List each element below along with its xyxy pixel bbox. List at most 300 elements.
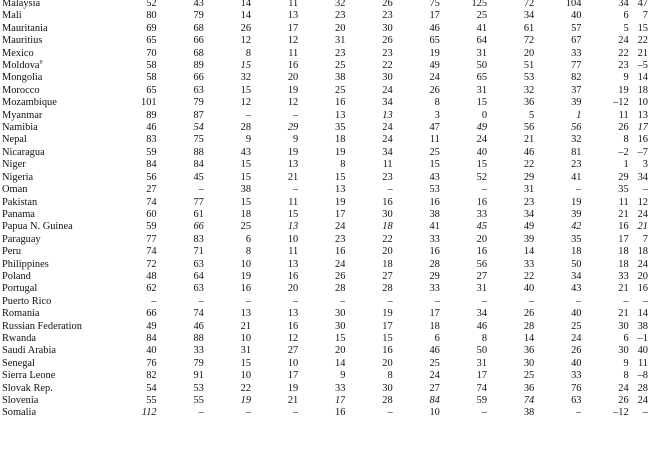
value-cell: 15: [240, 171, 252, 183]
table-row: [0, 35, 648, 47]
value-cell: 11: [429, 134, 440, 146]
value-cell: 60: [146, 208, 157, 220]
value-cell: –: [642, 295, 648, 307]
value-cell: 48: [146, 270, 157, 282]
value-cell: 22: [523, 159, 535, 171]
value-cell: 6: [245, 233, 252, 245]
value-cell: 72: [146, 258, 157, 270]
country-name-cell: Russian Federation: [2, 320, 82, 332]
value-cell: 12: [287, 97, 299, 109]
value-cell: 65: [146, 84, 157, 96]
value-cell: 15: [240, 196, 252, 208]
value-cell: 15: [240, 84, 252, 96]
value-cell: 32: [335, 0, 346, 9]
value-cell: 35: [571, 233, 582, 245]
value-cell: 55: [193, 395, 204, 406]
value-cell: –: [576, 295, 582, 307]
value-cell: 14: [523, 246, 535, 258]
value-cell: 68: [193, 47, 204, 59]
value-cell: 38: [429, 208, 440, 220]
value-cell: 76: [146, 357, 157, 369]
value-cell: 25: [335, 84, 346, 96]
value-cell: 41: [429, 221, 440, 233]
value-cell: 30: [382, 22, 393, 34]
value-cell: 63: [193, 84, 204, 96]
value-cell: 7: [642, 10, 648, 22]
value-cell: 3: [642, 159, 648, 171]
value-cell: 21: [523, 134, 535, 146]
value-cell: 15: [476, 97, 488, 109]
value-cell: 74: [146, 196, 157, 208]
value-cell: 24: [429, 370, 440, 382]
value-cell: 79: [193, 10, 204, 22]
value-cell: 22: [523, 270, 535, 282]
value-cell: 58: [146, 72, 157, 84]
country-name-cell: Peru: [2, 246, 22, 258]
value-cell: 20: [523, 47, 535, 59]
value-cell: 21: [637, 47, 648, 59]
value-cell: 20: [287, 72, 299, 84]
table-row: [0, 234, 648, 246]
value-cell: 6: [623, 10, 629, 22]
value-cell: 13: [335, 184, 346, 196]
table-row: [0, 407, 648, 419]
value-cell: 33: [429, 283, 440, 295]
value-cell: 20: [637, 270, 648, 282]
value-cell: 72: [523, 35, 535, 47]
value-cell: 41: [571, 171, 582, 183]
table-row: [0, 259, 648, 271]
value-cell: 22: [382, 233, 393, 245]
country-name-cell: Niger: [2, 159, 26, 171]
value-cell: 15: [240, 159, 252, 171]
value-cell: 38: [335, 72, 346, 84]
value-cell: 16: [287, 320, 299, 332]
value-cell: 5: [623, 22, 629, 34]
value-cell: 81: [571, 146, 582, 158]
value-cell: 61: [193, 208, 204, 220]
table-row: [0, 172, 648, 184]
value-cell: 10: [240, 258, 252, 270]
value-cell: 33: [523, 258, 535, 270]
value-cell: –: [245, 407, 252, 419]
country-name-cell: Senegal: [2, 357, 35, 369]
value-cell: –: [245, 109, 252, 121]
value-cell: 30: [618, 345, 629, 357]
value-cell: 8: [623, 370, 629, 382]
value-cell: 65: [429, 35, 440, 47]
value-cell: –12: [613, 407, 629, 419]
table-row: [0, 308, 648, 320]
value-cell: 31: [476, 47, 488, 59]
value-cell: 14: [240, 10, 252, 22]
value-cell: 20: [335, 345, 346, 357]
value-cell: 19: [240, 270, 252, 282]
value-cell: 76: [571, 382, 582, 394]
value-cell: 25: [240, 221, 252, 233]
table-row: [0, 395, 648, 407]
value-cell: 40: [523, 283, 535, 295]
value-cell: 88: [193, 146, 204, 158]
value-cell: 43: [193, 0, 204, 9]
value-cell: 0: [481, 109, 488, 121]
value-cell: 54: [146, 382, 157, 394]
value-cell: –: [576, 184, 582, 196]
table-row: [0, 296, 648, 308]
value-cell: 89: [193, 60, 204, 72]
value-cell: 63: [193, 258, 204, 270]
value-cell: 84: [146, 332, 157, 344]
value-cell: 22: [240, 382, 252, 394]
value-cell: 19: [618, 84, 629, 96]
value-cell: 46: [146, 122, 157, 134]
value-cell: 19: [287, 84, 299, 96]
country-name-cell: Slovak Rep.: [2, 382, 53, 394]
value-cell: 19: [382, 308, 393, 320]
country-name-cell: Slovenia: [2, 395, 39, 406]
country-name-cell: Mozambique: [2, 97, 57, 109]
value-cell: 17: [287, 370, 299, 382]
value-cell: 69: [146, 22, 157, 34]
value-cell: 59: [146, 221, 157, 233]
value-cell: 58: [146, 60, 157, 72]
table-row: [0, 345, 648, 357]
value-cell: 12: [287, 35, 299, 47]
value-cell: 12: [240, 35, 252, 47]
value-cell: 38: [240, 184, 252, 196]
value-cell: 18: [637, 246, 648, 258]
value-cell: 47: [637, 0, 648, 9]
value-cell: 74: [193, 308, 204, 320]
value-cell: 24: [476, 134, 488, 146]
value-cell: 88: [193, 332, 204, 344]
value-cell: 11: [288, 246, 299, 258]
country-name-cell: Romania: [2, 308, 40, 320]
value-cell: 15: [240, 357, 252, 369]
value-cell: 14: [637, 72, 648, 84]
table-row: [0, 283, 648, 295]
value-cell: 34: [523, 208, 535, 220]
value-cell: 26: [335, 270, 346, 282]
value-cell: 10: [287, 233, 299, 245]
table-row: [0, 0, 648, 10]
value-cell: 13: [287, 10, 299, 22]
value-cell: 16: [429, 246, 440, 258]
value-cell: 50: [476, 60, 488, 72]
value-cell: 19: [335, 196, 346, 208]
value-cell: 1: [623, 159, 629, 171]
value-cell: 29: [523, 171, 535, 183]
value-cell: 39: [571, 208, 582, 220]
value-cell: 33: [476, 208, 488, 220]
value-cell: 20: [382, 246, 393, 258]
value-cell: 71: [193, 246, 204, 258]
value-cell: 10: [637, 97, 648, 109]
value-cell: 56: [146, 171, 157, 183]
value-cell: 16: [240, 283, 252, 295]
value-cell: 8: [245, 246, 252, 258]
value-cell: 24: [637, 395, 648, 406]
value-cell: –1: [637, 332, 648, 344]
value-cell: 68: [193, 22, 204, 34]
value-cell: 24: [637, 258, 648, 270]
value-cell: 23: [335, 47, 346, 59]
value-cell: 21: [287, 395, 299, 406]
country-name: Moldova: [2, 60, 40, 72]
value-cell: 16: [382, 345, 393, 357]
value-cell: 82: [571, 72, 582, 84]
value-cell: 87: [193, 109, 204, 121]
value-cell: 16: [637, 283, 648, 295]
value-cell: 15: [335, 171, 346, 183]
value-cell: 15: [382, 332, 393, 344]
value-cell: 55: [146, 395, 157, 406]
value-cell: 9: [340, 370, 346, 382]
value-cell: –: [642, 407, 648, 419]
value-cell: –: [293, 184, 299, 196]
value-cell: 11: [618, 196, 629, 208]
value-cell: 25: [571, 320, 582, 332]
value-cell: 24: [382, 122, 393, 134]
value-cell: 28: [335, 283, 346, 295]
country-name-cell: Portugal: [2, 283, 38, 295]
country-name-cell: Nicaragua: [2, 146, 45, 158]
value-cell: 9: [623, 72, 629, 84]
value-cell: 84: [193, 159, 204, 171]
value-cell: 10: [240, 332, 252, 344]
table-row: [0, 159, 648, 171]
value-cell: 16: [618, 221, 629, 233]
value-cell: 9: [293, 134, 299, 146]
country-name-cell: Malaysia: [2, 0, 41, 9]
value-cell: 65: [476, 72, 488, 84]
value-cell: 22: [382, 60, 393, 72]
value-cell: 29: [429, 270, 440, 282]
value-cell: 83: [193, 233, 204, 245]
value-cell: –: [198, 295, 204, 307]
value-cell: 35: [335, 122, 346, 134]
country-name-cell: Panama: [2, 208, 35, 220]
value-cell: 11: [288, 47, 299, 59]
value-cell: 15: [287, 208, 299, 220]
table-row: [0, 184, 648, 196]
value-cell: 32: [571, 134, 582, 146]
value-cell: 19: [571, 196, 582, 208]
value-cell: –: [387, 407, 393, 419]
value-cell: 30: [335, 308, 346, 320]
value-cell: 125: [471, 0, 488, 9]
value-cell: 25: [429, 357, 440, 369]
value-cell: 52: [146, 0, 157, 9]
value-cell: 17: [335, 395, 346, 406]
value-cell: 10: [429, 407, 440, 419]
value-cell: 62: [146, 283, 157, 295]
value-cell: 66: [193, 221, 204, 233]
value-cell: 84: [429, 395, 440, 406]
value-cell: 20: [382, 357, 393, 369]
table-row: [0, 48, 648, 60]
country-name-cell: Saudi Arabia: [2, 345, 56, 357]
value-cell: 64: [193, 270, 204, 282]
value-cell: –: [481, 184, 488, 196]
value-cell: 34: [571, 270, 582, 282]
value-cell: 63: [193, 283, 204, 295]
value-cell: 72: [523, 0, 535, 9]
value-cell: 8: [623, 134, 629, 146]
value-cell: 19: [287, 146, 299, 158]
value-cell: 16: [335, 407, 346, 419]
value-cell: 23: [382, 47, 393, 59]
country-name-cell: Namibia: [2, 122, 38, 134]
value-cell: 56: [571, 122, 582, 134]
value-cell: –: [151, 295, 157, 307]
value-cell: 29: [618, 171, 629, 183]
value-cell: 28: [382, 283, 393, 295]
value-cell: 53: [429, 184, 440, 196]
value-cell: 49: [429, 60, 440, 72]
value-cell: 27: [287, 345, 299, 357]
value-cell: –2: [618, 146, 629, 158]
value-cell: 34: [382, 97, 393, 109]
value-cell: 17: [335, 208, 346, 220]
value-cell: 21: [287, 171, 299, 183]
value-cell: 16: [287, 270, 299, 282]
value-cell: 5: [529, 109, 535, 121]
value-cell: 8: [434, 97, 440, 109]
table-row: [0, 321, 648, 333]
value-cell: 32: [240, 72, 252, 84]
value-cell: 26: [523, 308, 535, 320]
value-cell: 13: [335, 109, 346, 121]
value-cell: 56: [476, 258, 488, 270]
value-cell: 15: [476, 159, 488, 171]
value-cell: 74: [523, 395, 535, 406]
country-name-cell: Poland: [2, 270, 31, 282]
value-cell: 52: [476, 171, 488, 183]
value-cell: 80: [146, 10, 157, 22]
value-cell: 43: [571, 283, 582, 295]
value-cell: 26: [382, 0, 393, 9]
value-cell: 3: [434, 109, 440, 121]
table-row: [0, 10, 648, 22]
table-row: [0, 72, 648, 84]
value-cell: 27: [476, 270, 488, 282]
value-cell: 70: [146, 47, 157, 59]
value-cell: 79: [193, 97, 204, 109]
value-cell: 12: [240, 97, 252, 109]
value-cell: 66: [146, 308, 157, 320]
value-cell: 28: [523, 320, 535, 332]
country-name-cell: Nigeria: [2, 171, 34, 183]
value-cell: 24: [571, 332, 582, 344]
value-cell: 29: [287, 122, 299, 134]
value-cell: 75: [193, 134, 204, 146]
value-cell: 11: [288, 196, 299, 208]
value-cell: 24: [618, 382, 629, 394]
value-cell: 11: [382, 159, 393, 171]
value-cell: –: [198, 407, 204, 419]
value-cell: –: [293, 407, 299, 419]
value-cell: 8: [387, 370, 393, 382]
value-cell: 30: [618, 320, 629, 332]
value-cell: 25: [429, 146, 440, 158]
value-cell: 26: [240, 22, 252, 34]
value-cell: –: [642, 184, 648, 196]
value-cell: 13: [287, 258, 299, 270]
value-cell: 64: [476, 35, 488, 47]
value-cell: 30: [523, 357, 535, 369]
value-cell: 17: [287, 22, 299, 34]
country-name-cell: Philippines: [2, 258, 49, 270]
value-cell: 50: [476, 345, 488, 357]
value-cell: 30: [382, 72, 393, 84]
value-cell: –: [198, 184, 204, 196]
value-cell: 41: [476, 22, 488, 34]
value-cell: 19: [429, 47, 440, 59]
value-cell: 77: [146, 233, 157, 245]
table-row: [0, 271, 648, 283]
value-cell: 26: [618, 122, 629, 134]
value-cell: 18: [429, 320, 440, 332]
value-cell: 36: [523, 97, 535, 109]
value-cell: 26: [618, 395, 629, 406]
value-cell: 24: [382, 134, 393, 146]
value-cell: 104: [565, 0, 582, 9]
value-cell: 13: [637, 109, 648, 121]
value-cell: 24: [335, 221, 346, 233]
value-cell: 67: [571, 35, 582, 47]
value-cell: 82: [146, 370, 157, 382]
value-cell: 1: [576, 109, 582, 121]
table-row: [0, 85, 648, 97]
value-cell: 77: [193, 196, 204, 208]
value-cell: 24: [618, 35, 629, 47]
value-cell: 18: [382, 258, 393, 270]
value-cell: 74: [476, 382, 488, 394]
value-cell: 13: [287, 221, 299, 233]
country-name-cell: [0, 60, 109, 72]
value-cell: 22: [637, 35, 648, 47]
value-cell: 15: [240, 60, 252, 72]
value-cell: 34: [476, 308, 488, 320]
value-cell: 23: [382, 171, 393, 183]
value-cell: 15: [637, 22, 648, 34]
value-cell: 47: [429, 122, 440, 134]
value-cell: 57: [571, 22, 582, 34]
table-row: [0, 110, 648, 122]
country-name-cell: Nepal: [2, 134, 27, 146]
value-cell: 18: [618, 246, 629, 258]
value-cell: 19: [335, 146, 346, 158]
value-cell: –8: [637, 370, 648, 382]
value-cell: 34: [382, 146, 393, 158]
value-cell: 51: [523, 60, 535, 72]
value-cell: 31: [523, 184, 535, 196]
value-cell: 45: [193, 171, 204, 183]
value-cell: 14: [523, 332, 535, 344]
value-cell: 23: [571, 159, 582, 171]
value-cell: 20: [287, 283, 299, 295]
country-name-cell: Myanmar: [2, 109, 43, 121]
value-cell: 65: [146, 35, 157, 47]
value-cell: 40: [146, 345, 157, 357]
value-cell: 46: [476, 320, 488, 332]
value-cell: 21: [618, 308, 629, 320]
value-cell: 101: [141, 97, 157, 109]
value-cell: 15: [429, 159, 440, 171]
table-row: [0, 221, 648, 233]
value-cell: 26: [571, 345, 582, 357]
